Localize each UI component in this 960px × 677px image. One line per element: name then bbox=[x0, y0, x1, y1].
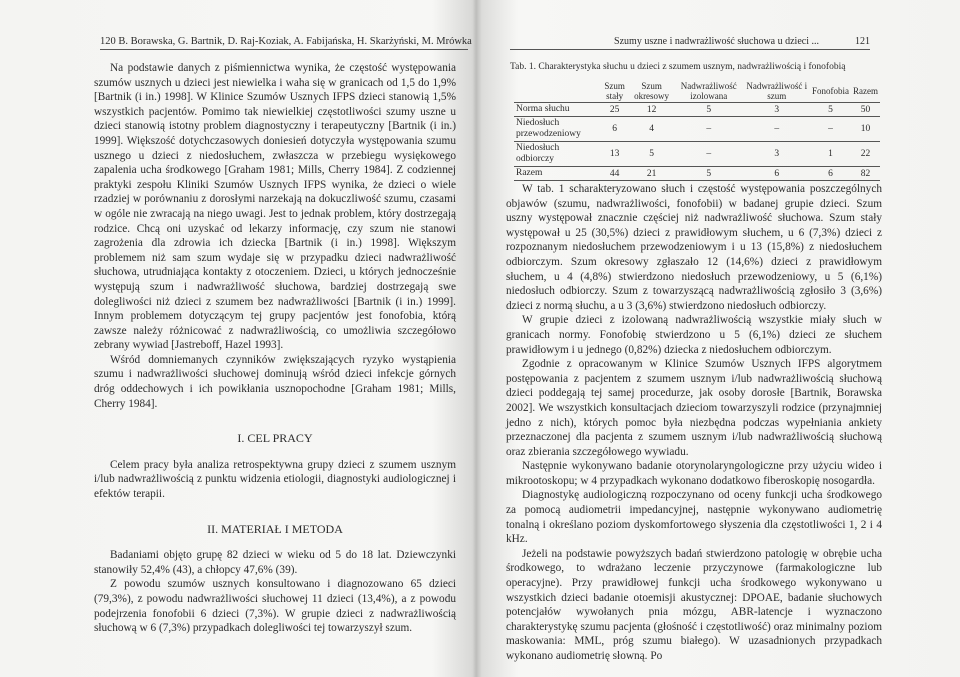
table-cell: 25 bbox=[609, 104, 620, 115]
table-cell: 5 bbox=[629, 142, 674, 167]
methods-paragraph: Badaniami objęto grupę 82 dzieci w wieku od 5 do 18 lat. Dziewczynki stanowiły 52,4% (43), a chłopcy 47,6% (39). bbox=[94, 549, 456, 576]
right-paragraph: W tab. 1 scharakteryzowano słuch i częstość występowania poszczególnych objawów (szumu, nadwrażliwości, fonofobii) w badanej grupie dzieci. Szum uszny występował znacznie częściej niż nadwrażliwość słuchowa. Szum stały występował u 25 (30,5%) dzieci z prawidłowym słuchem, u 6 (7,3%) dzieci z rozpoznanym niedosłuchem przewodzeniowym i u 13 (15,8%) z niedosłuchem odbiorczym. Szum okresowy zgłaszało 12 (14,6%) dzieci z prawidłowym słuchem, u 4 (4,8%) stwierdzono niedosłuch przewodzeniowy, u 5 (6,1%) niedosłuch odbiorczy. Szum z towarzyszącą nadwrażliwością zgłosiło 3 (3,6%) dzieci z normą słuchu, a u 3 (3,6%) stwierdzono niedosłuch odbiorczy. bbox=[506, 183, 882, 312]
column-header: Fonofobia bbox=[810, 80, 851, 103]
table-cell: – bbox=[744, 117, 810, 142]
column-header: Szum okresowy bbox=[629, 80, 674, 103]
right-running-head bbox=[510, 36, 870, 50]
table-cell: 13 bbox=[600, 142, 629, 167]
right-page bbox=[482, 0, 960, 677]
left-paragraph: Wśród domniemanych czynników zwiększających ryzyko wystąpienia szumu i nadwrażliwości słuchowej dominują wśród dzieci infekcje górnych dróg oddechowych i ich powikłania usznopochodne [Graham 1981; Mills, Cherry 1984]. bbox=[94, 353, 456, 410]
table-row bbox=[514, 167, 880, 181]
table-cell: 5 bbox=[674, 167, 744, 181]
table-cell: 6 bbox=[744, 167, 810, 181]
right-body bbox=[506, 182, 882, 664]
table-cell: 21 bbox=[629, 167, 674, 181]
table-cell: – bbox=[674, 117, 744, 142]
table-cell: 4 bbox=[629, 117, 674, 142]
table-cell: 44 bbox=[600, 167, 629, 181]
left-paragraph: Na podstawie danych z piśmiennictwa wynika, że częstość występowania szumów usznych u dzieci jest niewielka i waha się w granicach od 1,5 do 1,9% [Bartnik (i in.) 1998]. W Klinice Szumów Usznych IFPS dzieci stanowią 1,5% wszystkich pacjentów. Pomimo tak niewielkiej częstotliwości szumy uszne u dzieci stanowią istotny problem diagnostyczny i terapeutyczny [Bartnik (i in.) 1999]. Większość dotychczasowych doniesień dotyczyła występowania szumu usznego u dzieci z niedosłuchem, zwłaszcza w przebiegu wysiękowego zapalenia ucha środkowego [Graham 1981; Mills, Cherry 1984]. Z codziennej praktyki zespołu Kliniki Szumów Usznych IFPS wynika, że dzieci o wiele rzadziej w porównaniu z dorosłymi narzekają na dokuczliwość szumu, czasami w ogóle nie zwracają na niego uwagi. Jest to jednak problem, który dostrzegają rodzice. Chcą oni uzyskać od lekarzy informację, czy szum nie stanowi zagrożenia dla zdrowia ich dziecka [Bartnik (i in.) 1998]. Większym problemem niż sam szum wydaje się w przypadku dzieci nadwrażliwość słuchowa, utrudniająca kontakty z otoczeniem. Dzieci, u których jednocześnie występują szum i nadwrażliwość słuchowa, bardziej dostrzegają swe dolegliwości niż dzieci z szumem bez nadwrażliwości [Bartnik (i in.) 1999]. Innym problemem dotyczącym tej grupy pacjentów jest fonofobia, którą zawsze należy różnicować z nadwrażliwością, co umożliwia szczegółowo zebrany wywiad [Jastreboff, Hazel 1993]. bbox=[94, 62, 456, 352]
right-paragraph: Następnie wykonywano badanie otorynolaryngologiczne przy użyciu wideo i mikrootoskopu; w 4 przypadkach wykonano dodatkowo fiberoskopię nosogardła. bbox=[506, 460, 882, 487]
running-head-title: Szumy uszne i nadwrażliwość słuchowa u dzieci ... bbox=[614, 36, 819, 47]
aim-paragraph: Celem pracy była analiza retrospektywna grupy dzieci z szumem usznym i/lub nadwrażliwością z punktu widzenia etiologii, diagnostyki audiologicznej i efektów terapii. bbox=[94, 458, 456, 501]
table-corner bbox=[514, 80, 600, 103]
table-cell: 6 bbox=[810, 167, 851, 181]
table-row bbox=[514, 117, 880, 142]
table-cell: 3 bbox=[744, 142, 810, 167]
methods-paragraph: Z powodu szumów usznych konsultowano i diagnozowano 65 dzieci (79,3%), z powodu nadwrażliwości słuchowej 11 dzieci (13,4%), a z powodu podejrzenia fonofobii 6 dzieci (7,3%). W grupie dzieci z nadwrażliwością słuchową w 6 (7,3%) przypadkach dolegliwości tej towarzyszył szum. bbox=[94, 578, 456, 635]
column-header: Razem bbox=[851, 80, 880, 103]
table-row bbox=[514, 103, 880, 117]
column-header: Nadwrażliwość izolowana bbox=[674, 80, 744, 103]
table-cell: 82 bbox=[851, 167, 880, 181]
table-cell: 5 bbox=[828, 104, 833, 115]
table-cell: 22 bbox=[851, 142, 880, 167]
right-paragraph: Diagnostykę audiologiczną rozpoczynano od oceny funkcji ucha środkowego za pomocą audiometrii impedancyjnej, następnie wykonywano audiometrię tonalną i określano poziom dyskomfortowego słyszenia dla częstotliwości 1, 2 i 4 kHz. bbox=[506, 489, 882, 546]
left-body bbox=[94, 61, 456, 636]
left-page bbox=[0, 0, 478, 677]
left-running-head: 120 B. Borawska, G. Bartnik, D. Raj-Koziak, A. Fabijańska, H. Skarżyński, M. Mrówka bbox=[100, 36, 468, 50]
column-header: Szum stały bbox=[600, 80, 629, 103]
section-title-methods: II. MATERIAŁ I METODA bbox=[207, 521, 343, 536]
right-paragraph: Zgodnie z opracowanym w Klinice Szumów Usznych IFPS algorytmem postępowania z pacjentem z szumem usznym i/lub nadwrażliwością słuchową dzieci poddegają tej samej procedurze, jak osoby dorosłe [Bartnik, Borawska 2002]. We wszystkich konsultacjach dzieciom towarzyszyli rodzice (przynajmniej jedno z nich), których pomoc była niezbędna podczas wypełniania ankiety przeznaczonej dla pacjenta z szumem usznym i/lub nadwrażliwością słuchową oraz zbierania szczegółowego wywiadu. bbox=[506, 358, 882, 458]
table-cell: 10 bbox=[851, 117, 880, 142]
table-cell: 50 bbox=[860, 104, 871, 115]
row-label: Niedosłuch przewodzeniowy bbox=[514, 117, 600, 142]
table-cell: 3 bbox=[774, 104, 780, 115]
table-cell: 6 bbox=[600, 117, 629, 142]
table-cell: 1 bbox=[810, 142, 851, 167]
page-number: 121 bbox=[855, 36, 870, 47]
column-header: Nadwrażliwość i szum bbox=[744, 80, 810, 103]
right-paragraph: Jeżeli na podstawie powyższych badań stwierdzono patologię w obrębie ucha środkowego, to wdrażano leczenie przyczynowe (farmakologiczne lub operacyjne). Przy prawidłowej funkcji ucha środkowego wykonywano u wszystkich dzieci badanie otoemisji akustycznej: DPOAE, badanie słuchowych potencjałów wywołanych pnia mózgu, ABR-latencje i wyznaczono charakterystykę szumu pacjenta (głośność i częstotliwość) oraz minimalny poziom maskowania: MML, próg szumu białego). W uzasadnionych przypadkach wykonano audiometrię słowną. Po bbox=[506, 547, 882, 662]
hearing-table bbox=[514, 80, 880, 181]
row-label: Norma słuchu bbox=[516, 104, 570, 114]
table-row bbox=[514, 142, 880, 167]
row-label: Niedosłuch odbiorczy bbox=[514, 142, 600, 167]
row-label: Razem bbox=[514, 167, 600, 181]
table-cell: 12 bbox=[646, 104, 657, 115]
section-title-aim: I. CEL PRACY bbox=[237, 431, 313, 446]
table-cell: 5 bbox=[706, 104, 712, 115]
right-paragraph: W grupie dzieci z izolowaną nadwrażliwością wszystkie miały słuch w granicach normy. Fonofobię stwierdzono u 5 (6,1%) dzieci ze słuchem prawidłowym i u jednego (0,82%) dziecka z niedosłuchem odbiorczym. bbox=[506, 314, 882, 356]
table-caption: Tab. 1. Charakterystyka słuchu u dzieci z szumem usznym, nadwrażliwością i fonofobią bbox=[510, 62, 846, 72]
table-cell: – bbox=[674, 142, 744, 167]
table-cell: – bbox=[810, 117, 851, 142]
